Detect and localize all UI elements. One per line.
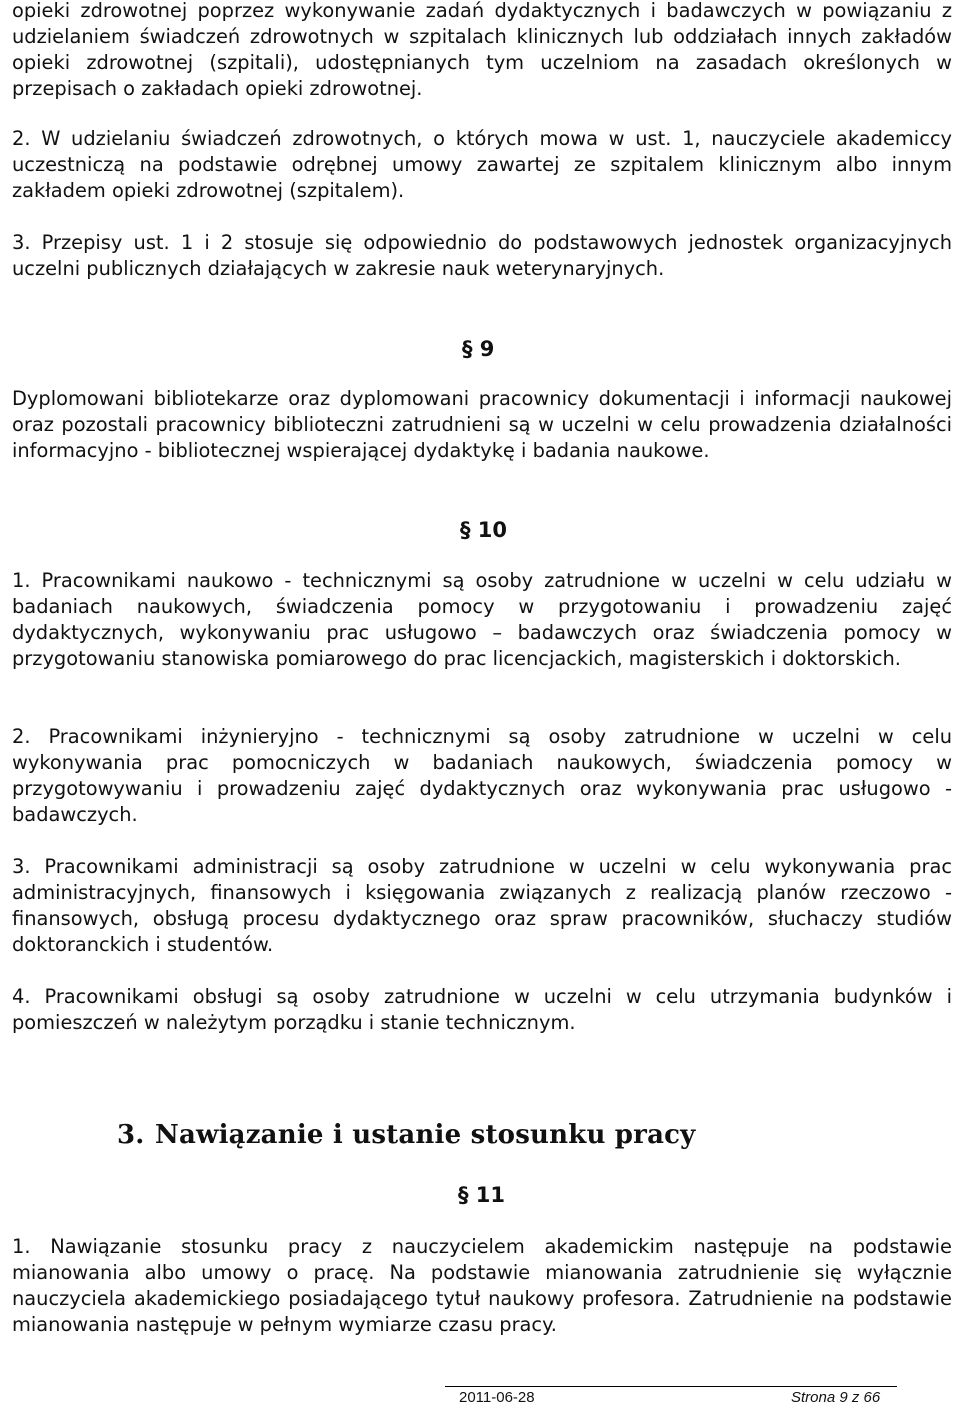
- section-heading-10: § 10: [460, 518, 508, 542]
- footer-divider: [445, 1386, 897, 1387]
- paragraph-continuation: opieki zdrowotnej poprzez wykonywanie zadań dydaktycznych i badawczych w powiązaniu z udzielaniem świadczeń zdrowotnych w szpitalach klinicznych lub oddziałach innych zakładów opieki zdrowotnej (szpitali), udostępnianych tym uczelniom na zasadach określonych w przepisach o zakładach opieki zdrowotnej.: [12, 0, 952, 100]
- paragraph-11-1: 1. Nawiązanie stosunku pracy z nauczycielem akademickim następuje na podstawie mianowania albo umowy o pracę. Na podstawie mianowania zatrudnienie się wyłącznie nauczyciela akademickiego posiadającego tytuł naukowy profesora. Zatrudnienie na podstawie mianowania następuje w pełnym wymiarze czasu pracy.: [12, 1235, 952, 1336]
- paragraph-8-3: 3. Przepisy ust. 1 i 2 stosuje się odpowiednio do podstawowych jednostek organizacyjnych uczelni publicznych działających w zakresie nauk weterynaryjnych.: [12, 231, 952, 280]
- footer-date: 2011-06-28: [459, 1389, 535, 1406]
- paragraph-9: Dyplomowani bibliotekarze oraz dyplomowani pracownicy dokumentacji i informacji naukowej oraz pozostali pracownicy biblioteczni zatrudnieni są w uczelni w celu prowadzenia działalności informacyjno - bibliotecznej wspierającej dydaktykę i badania naukowe.: [12, 387, 952, 462]
- paragraph-10-4: 4. Pracownikami obsługi są osoby zatrudnione w uczelni w celu utrzymania budynków i pomieszczeń w należytym porządku i stanie technicznym.: [12, 985, 952, 1034]
- chapter-number: 3.: [117, 1120, 145, 1150]
- chapter-title: Nawiązanie i ustanie stosunku pracy: [155, 1120, 696, 1150]
- section-heading-9: § 9: [462, 337, 495, 361]
- paragraph-8-2: 2. W udzielaniu świadczeń zdrowotnych, o których mowa w ust. 1, nauczyciele akademiccy uczestniczą na podstawie odrębnej umowy zawartej ze szpitalem klinicznym albo innym zakładem opieki zdrowotnej (szpitalem).: [12, 127, 952, 202]
- paragraph-10-1: 1. Pracownikami naukowo - technicznymi są osoby zatrudnione w uczelni w celu udziału w badaniach naukowych, świadczenia pomocy w przygotowaniu i prowadzeniu zajęć dydaktycznych, wykonywaniu prac usługowo – badawczych oraz świadczenia pomocy w przygotowaniu stanowiska pomiarowego do prac licencjackich, magisterskich i doktorskich.: [12, 569, 952, 670]
- chapter-heading: [117, 1118, 695, 1152]
- paragraph-10-3: 3. Pracownikami administracji są osoby zatrudnione w uczelni w celu wykonywania prac administracyjnych, finansowych i księgowania związanych z realizacją planów rzeczowo - finansowych, obsługą procesu dydaktycznego oraz spraw pracowników, słuchaczy studiów doktoranckich i studentów.: [12, 855, 952, 956]
- paragraph-10-2: 2. Pracownikami inżynieryjno - technicznymi są osoby zatrudnione w uczelni w celu wykonywania prac pomocniczych w badaniach naukowych, świadczenia pomocy w przygotowywaniu i prowadzeniu zajęć dydaktycznych oraz wykonywania prac usługowo - badawczych.: [12, 725, 952, 826]
- section-heading-11: § 11: [458, 1183, 506, 1207]
- footer-page-number: Strona 9 z 66: [791, 1389, 881, 1406]
